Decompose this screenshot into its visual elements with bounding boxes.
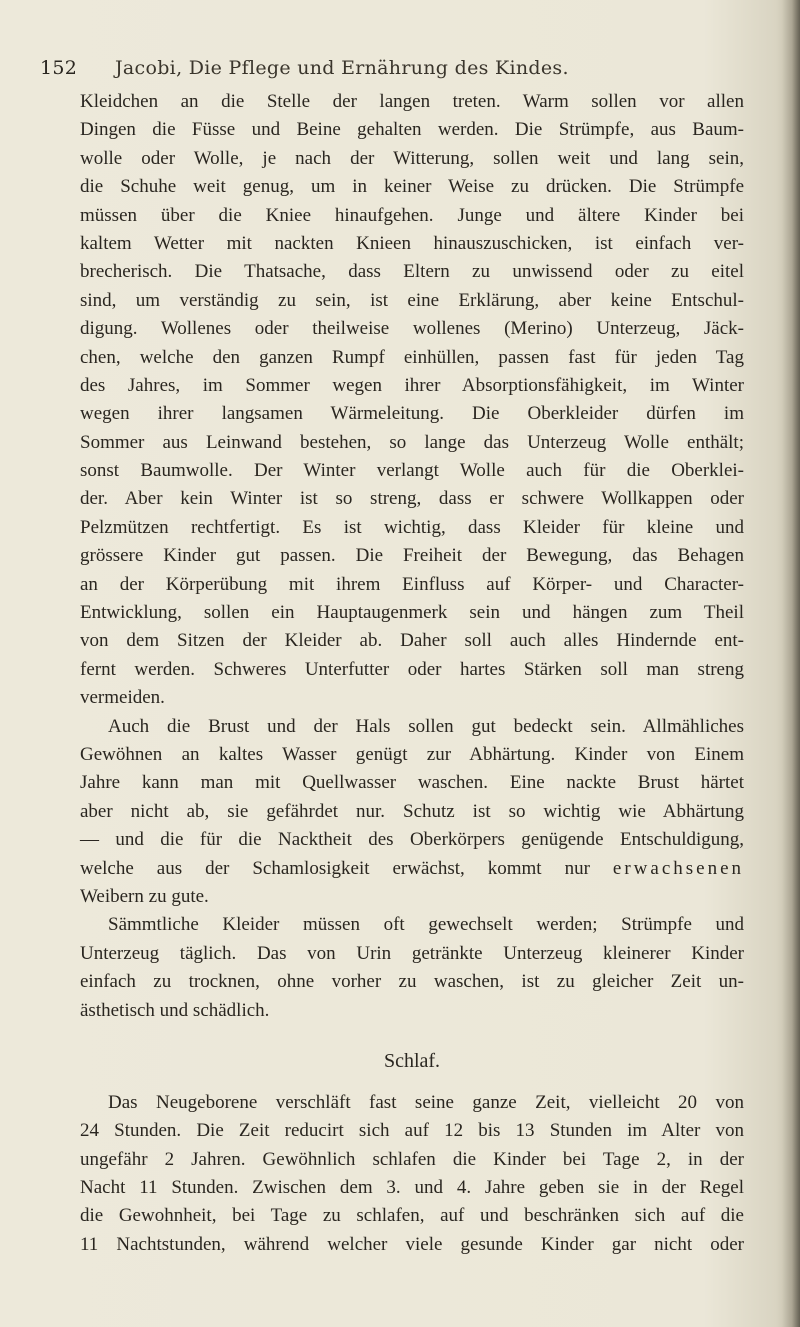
page-header — [40, 57, 750, 87]
text-line: vermeiden. — [80, 687, 165, 709]
text-line: Das Neugeborene verschläft fast seine ganze Zeit, vielleicht 20 von — [108, 1091, 744, 1113]
text-line: aber nicht ab, sie gefährdet nur. Schutz ist so wichtig wie Abhärtung — [80, 800, 744, 822]
text-line: die Gewohnheit, bei Tage zu schlafen, auf und beschränken sich auf die — [80, 1205, 744, 1227]
section-heading: Schlaf. — [383, 1049, 441, 1072]
text-line: an der Körperübung mit ihrem Einfluss auf Körper- und Character- — [80, 573, 744, 595]
text-line: die Schuhe weit genug, um in keiner Weise zu drücken. Die Strümpfe — [80, 176, 744, 198]
running-head: Jacobi, Die Pflege und Ernährung des Kindes. — [115, 57, 569, 79]
text-line: Auch die Brust und der Hals sollen gut bedeckt sein. Allmähliches — [108, 715, 744, 737]
text-line: Sämmtliche Kleider müssen oft gewechselt werden; Strümpfe und — [108, 914, 744, 936]
paragraph-laundry — [80, 911, 744, 1025]
text-line: chen, welche den ganzen Rumpf einhüllen, passen fast für jeden Tag — [80, 346, 744, 368]
text-line: digung. Wollenes oder theilweise wollenes (Merino) Unterzeug, Jäck- — [80, 318, 744, 340]
text-line: der. Aber kein Winter ist so streng, dass er schwere Wollkappen oder — [80, 488, 744, 510]
text-line: Kleidchen an die Stelle der langen treten. Warm sollen vor allen — [80, 91, 744, 112]
text-line: einfach zu trocknen, ohne vorher zu waschen, ist zu gleicher Zeit un- — [80, 971, 744, 993]
text-line: von dem Sitzen der Kleider ab. Daher soll auch alles Hindernde ent- — [80, 630, 744, 652]
emphasis-word: erwachsenen — [612, 857, 745, 879]
body-text — [80, 88, 744, 1259]
text-line: Sommer aus Leinwand bestehen, so lange das Unterzeug Wolle enthält; — [80, 431, 744, 453]
text-line: Jahre kann man mit Quellwasser waschen. Eine nackte Brust härtet — [80, 772, 744, 794]
text-line: müssen über die Kniee hinaufgehen. Junge und ältere Kinder bei — [80, 204, 744, 226]
text-line: wegen ihrer langsamen Wärmeleitung. Die Oberkleider dürfen im — [80, 403, 744, 425]
text-line: ästhetisch und schädlich. — [80, 999, 270, 1021]
text-line: Dingen die Füsse und Beine gehalten werden. Die Strümpfe, aus Baum- — [80, 119, 744, 141]
paragraph-sleep — [80, 1089, 744, 1259]
text-line-with-emphasis — [80, 855, 744, 883]
text-line: kaltem Wetter mit nackten Knieen hinauszuschicken, ist einfach ver- — [80, 232, 744, 254]
page-number: 152 — [40, 57, 78, 79]
text-line: wolle oder Wolle, je nach der Witterung, sollen weit und lang sein, — [80, 147, 744, 169]
text-line: brecherisch. Die Thatsache, dass Eltern zu unwissend oder zu eitel — [80, 261, 744, 283]
text-fragment: welche aus der Schamlosigkeit erwächst, kommt nur — [80, 857, 590, 879]
text-line: sonst Baumwolle. Der Winter verlangt Wolle auch für die Oberklei- — [80, 460, 744, 482]
text-line: Nacht 11 Stunden. Zwischen dem 3. und 4. Jahre geben sie in der Regel — [80, 1177, 744, 1199]
page-gutter-shadow — [782, 0, 800, 1327]
text-line: fernt werden. Schweres Unterfutter oder hartes Stärken soll man streng — [80, 658, 744, 680]
text-line: Unterzeug täglich. Das von Urin getränkte Unterzeug kleinerer Kinder — [80, 942, 744, 964]
paragraph-chest-neck — [80, 713, 744, 912]
text-line: 11 Nachtstunden, während welcher viele gesunde Kinder gar nicht oder — [80, 1233, 744, 1255]
text-line: des Jahres, im Sommer wegen ihrer Absorptionsfähigkeit, im Winter — [80, 374, 744, 396]
text-line: — und die für die Nacktheit des Oberkörpers genügende Entschuldigung, — [80, 829, 744, 851]
text-line: 24 Stunden. Die Zeit reducirt sich auf 12 bis 13 Stunden im Alter von — [80, 1120, 744, 1142]
text-line: sind, um verständig zu sein, ist eine Erklärung, aber keine Entschul- — [80, 289, 744, 311]
text-line: Pelzmützen rechtfertigt. Es ist wichtig, dass Kleider für kleine und — [80, 516, 744, 538]
text-line: grössere Kinder gut passen. Die Freiheit der Bewegung, das Behagen — [80, 545, 744, 567]
text-line: Weibern zu gute. — [80, 885, 209, 907]
text-line: Gewöhnen an kaltes Wasser genügt zur Abhärtung. Kinder von Einem — [80, 743, 744, 765]
text-line: ungefähr 2 Jahren. Gewöhnlich schlafen die Kinder bei Tage 2, in der — [80, 1148, 744, 1170]
paragraph-clothing — [80, 88, 744, 713]
text-line: Entwicklung, sollen ein Hauptaugenmerk sein und hängen zum Theil — [80, 602, 744, 624]
